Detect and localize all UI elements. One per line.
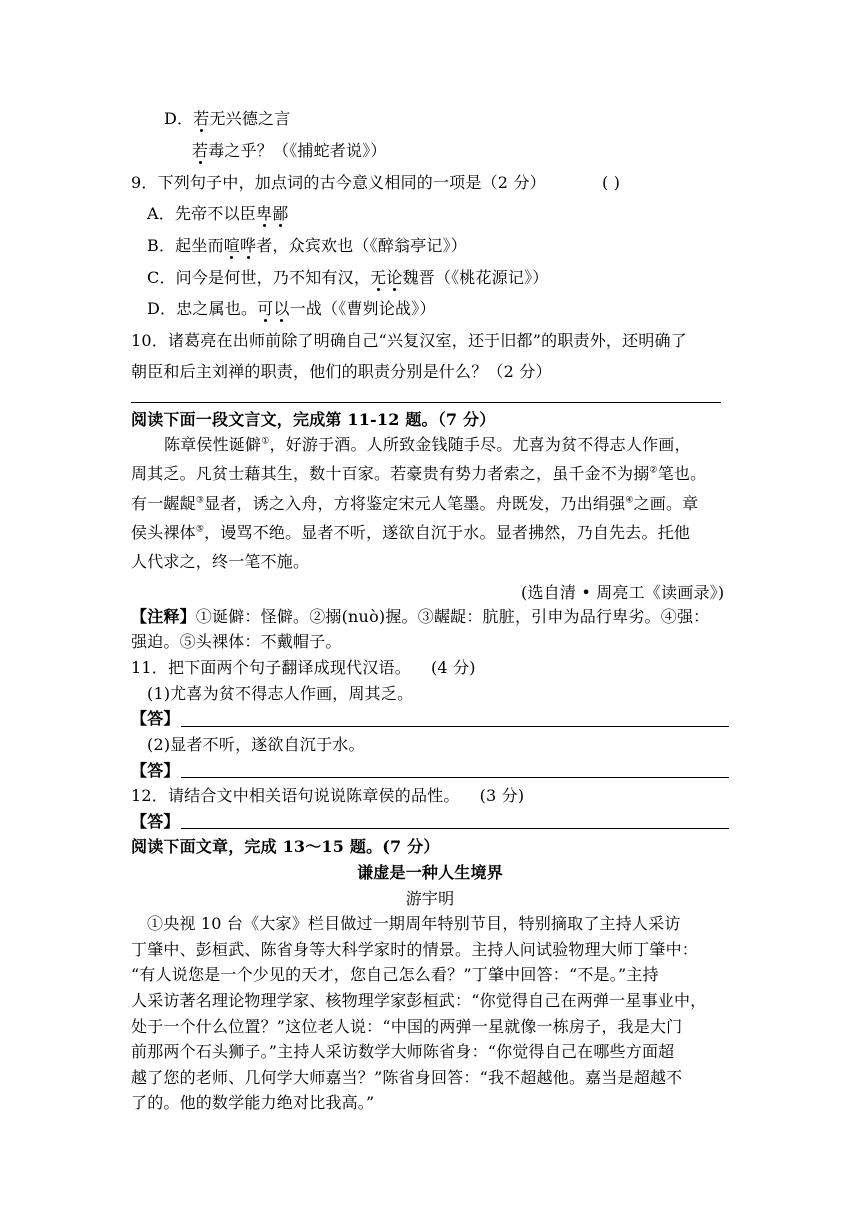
dotted-char: 以: [273, 299, 290, 318]
q11-answer-label-2: 【答】: [131, 761, 180, 780]
passage-text: 笔也。: [657, 464, 707, 483]
classical-line5: 人代求之，终一笔不施。: [131, 552, 310, 571]
q9-stem: [131, 172, 546, 194]
article-line8: 了的。他的数学能力绝对比我高。”: [131, 1093, 375, 1112]
passage-text: ，好游于酒。人所致金钱随手尽。尤喜为贫不得志人作画，: [269, 435, 691, 454]
question-score: (3 分): [479, 786, 525, 805]
q10-line1: 10．诸葛亮在出师前除了明确自己“兴复汉室，还于旧都”的职责外，还明确了: [131, 331, 687, 350]
dotted-char: 鄙: [272, 204, 289, 223]
dotted-char: 论: [386, 268, 403, 287]
option-text: 忠之属也。: [176, 299, 258, 318]
dotted-char: 若: [193, 109, 210, 128]
option-text: 问今是何世，乃不知有汉，: [175, 268, 371, 287]
dotted-char: 哗: [239, 236, 257, 255]
question-text: 12．请结合文中相关语句说说陈章侯的品性。: [131, 786, 460, 805]
dotted-char: 喧: [223, 236, 240, 255]
passage-text: 有一龌龊: [131, 494, 196, 513]
article-line1: ①央视 10 台《大家》栏目做过一期周年特别节目，特别摘取了主持人采访: [147, 914, 681, 933]
q12-stem: [131, 785, 524, 807]
footnote-mark: ⑤: [195, 524, 205, 535]
passage-text: 之画。章: [633, 494, 699, 513]
article-line4: 人采访著名理论物理学家、核物理学家彭桓武：“你觉得自己在两弹一星事业中，: [131, 991, 707, 1010]
q11-answer-line-2[interactable]: [181, 777, 729, 778]
option-text: 无兴德之言: [209, 109, 291, 128]
article-line7: 越了您的老师、几何学大师嘉当？”陈省身回答：“我不超越他。嘉当是超越不: [131, 1068, 683, 1087]
q12-answer-line[interactable]: [181, 828, 729, 829]
q9-option-c: [147, 267, 548, 289]
dotted-char: 可: [257, 299, 274, 318]
classical-line4: [131, 522, 690, 544]
q11-answer-line-1[interactable]: [181, 726, 729, 727]
classical-notes-line1: [131, 606, 709, 628]
q9-answer-paren: ( ): [602, 173, 621, 192]
q12-answer-label: 【答】: [131, 812, 180, 831]
dotted-char: 无: [370, 268, 387, 287]
question-text: 11．把下面两个句子翻译成现代汉语。: [131, 658, 411, 677]
passage-text: 侯头裸体: [131, 523, 196, 542]
option-text: 一战（《曹刿论战》）: [289, 299, 436, 318]
passage-text: 周其乏。凡贫士藉其生，数十百家。若豪贵有势力者索之，虽千金不为搦: [131, 464, 650, 483]
passage-text: ，谩骂不绝。显者不听，遂欲自沉于水。显者拂然，乃自先去。托他: [204, 523, 691, 542]
passage-text: 陈章侯性诞僻: [164, 435, 262, 454]
article-title: 谦虚是一种人生境界: [357, 863, 503, 882]
q11-stem: [131, 657, 476, 679]
q9-option-a: [147, 203, 288, 225]
option-text: 先帝不以臣: [174, 204, 256, 223]
footnote-mark: ④: [625, 495, 634, 506]
classical-heading: 阅读下面一段文言文，完成第 11-12 题。（7 分）: [131, 410, 496, 429]
q10-answer-line[interactable]: [131, 402, 721, 403]
classical-source: (选自清 • 周亮工《读画录》): [521, 583, 725, 602]
classical-line1: [164, 434, 691, 456]
q11-sentence2: (2)显者不听，遂欲自沉于水。: [147, 735, 365, 754]
q11-sentence1: (1)尤喜为贫不得志人作画，周其乏。: [147, 684, 414, 703]
option-text: 毒之乎？（《捕蛇者说》）: [208, 141, 387, 160]
option-text: 者，众宾欢也（《醉翁亭记》）: [256, 236, 467, 255]
option-label: D．: [147, 299, 177, 318]
question-score: (4 分): [430, 658, 476, 677]
question-text: 9．下列句子中，加点词的古今意义相同的一项是（2 分）: [131, 173, 546, 192]
footnote-mark: ①: [261, 436, 270, 447]
classical-notes-line2: 强迫。⑤头裸体：不戴帽子。: [131, 632, 342, 651]
q9-option-d: [147, 298, 436, 320]
article-author: 游宇明: [405, 889, 455, 908]
dotted-char: 若: [192, 141, 209, 160]
footnote-mark: ③: [195, 495, 205, 506]
q11-answer-label-1: 【答】: [131, 709, 180, 728]
article-line2: 丁肇中、彭桓武、陈省身等大科学家时的情景。主持人问试验物理大师丁肇中：: [131, 940, 699, 959]
notes-label: 【注释】: [131, 607, 196, 626]
modern-heading: 阅读下面文章，完成 13～15 题。(7 分）: [131, 837, 440, 856]
q10-line2: 朝臣和后主刘禅的职责，他们的职责分别是什么？（2 分）: [131, 362, 552, 381]
passage-text: 显者，诱之入舟，方将鉴定宋元人笔墨。舟既发，乃出绢强: [204, 494, 626, 513]
option-label: B．: [147, 236, 176, 255]
q8-option-d: [164, 108, 290, 130]
option-label: A．: [147, 204, 175, 223]
option-label: C．: [147, 268, 176, 287]
footnote-mark: ②: [649, 465, 658, 476]
option-label: D．: [164, 109, 194, 128]
notes-text: ①诞僻：怪僻。②搦(nuò)握。③龌龊：肮脏，引申为品行卑劣。④强：: [195, 607, 710, 626]
dotted-char: 卑: [255, 204, 273, 223]
article-line6: 前那两个石头狮子。”主持人采访数学大师陈省身：“你觉得自己在哪些方面超: [131, 1042, 675, 1061]
article-line5: 处于一个什么位置？”这位老人说：“中国的两弹一星就像一栋房子，我是大门: [131, 1017, 683, 1036]
classical-line3: [131, 493, 698, 515]
article-line3: “有人说您是一个少见的天才，您自己怎么看？”丁肇中回答：“不是。”主持: [131, 965, 659, 984]
option-text: 魏晋（《桃花源记》）: [402, 268, 549, 287]
option-text: 起坐而: [175, 236, 224, 255]
q9-option-b: [147, 235, 467, 257]
q8-option-d-line2: [192, 140, 387, 162]
classical-line2: [131, 463, 706, 485]
